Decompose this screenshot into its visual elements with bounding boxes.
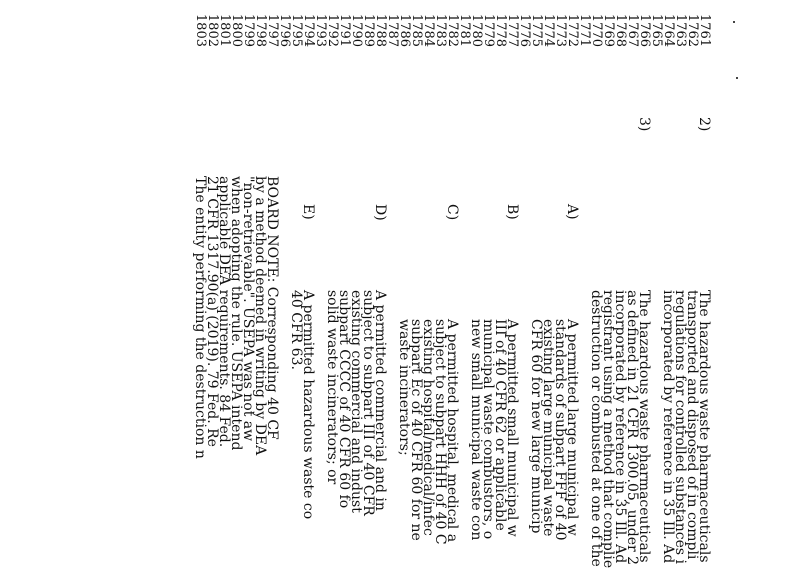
line-number: 1770: [589, 13, 604, 47]
text-line: A permitted large municipal w: [564, 319, 580, 536]
text-line: 21 CFR 1317.90(a) (2019). 79 Fed. Re: [204, 176, 220, 447]
text-line: III of 40 CFR 62 or applicable: [492, 319, 508, 531]
text-line: A permitted commercial and in: [372, 290, 388, 511]
text-line: subject to subpart HHH of 40 C: [432, 319, 448, 545]
subitem-marker: C): [444, 204, 460, 221]
line-number: 1791: [337, 13, 352, 47]
subitem-marker: B): [504, 204, 520, 220]
line-number: 1771: [577, 13, 592, 47]
text-line: subject to subpart III of 40 CFR: [360, 290, 376, 516]
line-number: 1795: [289, 13, 304, 47]
subitem-marker: D): [372, 204, 388, 221]
line-number: 1799: [241, 13, 256, 47]
subitem-marker: A): [564, 204, 580, 220]
line-number: 1802: [205, 13, 220, 47]
subitem-marker: E): [300, 204, 316, 220]
text-line: subpart Ec of 40 CFR 60 for ne: [408, 319, 424, 541]
scan-speck: [736, 77, 738, 79]
line-number: 1801: [217, 13, 232, 47]
text-line: existing hospital/medical/infec: [420, 319, 436, 536]
text-line: subpart CCCC of 40 CFR 60 fo: [336, 290, 352, 509]
text-line: existing large municipal waste: [540, 319, 556, 537]
text-line: when adopting the rule. USEPA intend: [228, 176, 244, 451]
line-number: 1786: [397, 13, 412, 47]
text-line: A permitted hazardous waste co: [300, 290, 316, 520]
line-number: 1765: [649, 13, 664, 47]
line-number: 1763: [673, 13, 688, 47]
line-number: 1773: [553, 13, 568, 47]
text-line: The hazardous waste pharmaceuticals: [696, 290, 712, 563]
text-line: transported and disposed of in compli: [684, 290, 700, 560]
text-line: A permitted hospital, medical a: [444, 319, 460, 543]
text-line: by a method deemed in writing by DEA: [252, 176, 268, 456]
text-line: regulations for controlled substances i: [672, 290, 688, 564]
scan-speck: [733, 21, 735, 23]
line-number: 1766: [637, 13, 652, 47]
line-number: 1767: [625, 13, 640, 47]
text-line: A permitted small municipal w: [504, 319, 520, 537]
line-number: 1782: [445, 13, 460, 47]
line-number: 1796: [277, 13, 292, 47]
text-line: "non-retrievable". USEPA was not aw: [240, 176, 256, 442]
line-number: 1768: [613, 13, 628, 47]
item-marker: 2): [696, 117, 712, 132]
line-number: 1769: [601, 13, 616, 47]
line-number: 1803: [193, 13, 208, 47]
line-number: 1792: [325, 13, 340, 47]
text-line: waste incinerators;: [396, 319, 412, 456]
text-line: 40 CFR 63.: [288, 290, 304, 370]
line-number: 1764: [661, 13, 676, 47]
line-number: 1789: [361, 13, 376, 47]
text-line: municipal waste combustors, o: [480, 319, 496, 540]
text-line: applicable DEA requirements. 84 Fed.: [216, 176, 232, 448]
text-line: destruction or combusted at one of the: [588, 290, 604, 567]
text-line: CFR 60 for new large municip: [528, 319, 544, 534]
line-number: 1762: [685, 13, 700, 47]
line-number: 1776: [517, 13, 532, 47]
line-number: 1772: [565, 13, 580, 47]
line-number: 1779: [481, 13, 496, 47]
line-number: 1787: [385, 13, 400, 47]
text-line: BOARD NOTE: Corresponding 40 CF: [264, 176, 280, 440]
line-number: 1777: [505, 13, 520, 47]
line-number: 1784: [421, 13, 436, 47]
line-number: 1785: [409, 13, 424, 47]
text-line: incorporated by reference in 35 Ill. Ad: [660, 290, 676, 564]
text-line: existing commercial and indust: [348, 290, 364, 513]
text-line: standards of subpart FFF of 40: [552, 319, 568, 541]
line-number: 1783: [433, 13, 448, 47]
text-line: incorporated by reference in 35 Ill. Ad: [612, 290, 628, 564]
line-number: 1797: [265, 13, 280, 47]
line-number: 1790: [349, 13, 364, 47]
line-number: 1778: [493, 13, 508, 47]
text-line: The hazardous waste pharmaceuticals: [636, 290, 652, 563]
text-line: solid waste incinerators; or: [324, 290, 340, 485]
text-line: as defined in 21 CFR 1300.05, under 2: [624, 290, 640, 566]
item-marker: 3): [636, 117, 652, 132]
line-number: 1800: [229, 13, 244, 47]
text-line: registrant using a method that complie: [600, 290, 616, 568]
line-number: 1775: [529, 13, 544, 47]
text-line: The entity performing the destruction n: [192, 176, 208, 459]
line-number: 1793: [313, 13, 328, 47]
line-number: 1780: [469, 13, 484, 47]
line-number: 1781: [457, 13, 472, 47]
line-number: 1774: [541, 13, 556, 47]
line-number: 1794: [301, 13, 316, 47]
line-number: 1798: [253, 13, 268, 47]
line-number: 1788: [373, 13, 388, 47]
line-number: 1761: [697, 13, 712, 47]
text-line: new small municipal waste con: [468, 319, 484, 541]
